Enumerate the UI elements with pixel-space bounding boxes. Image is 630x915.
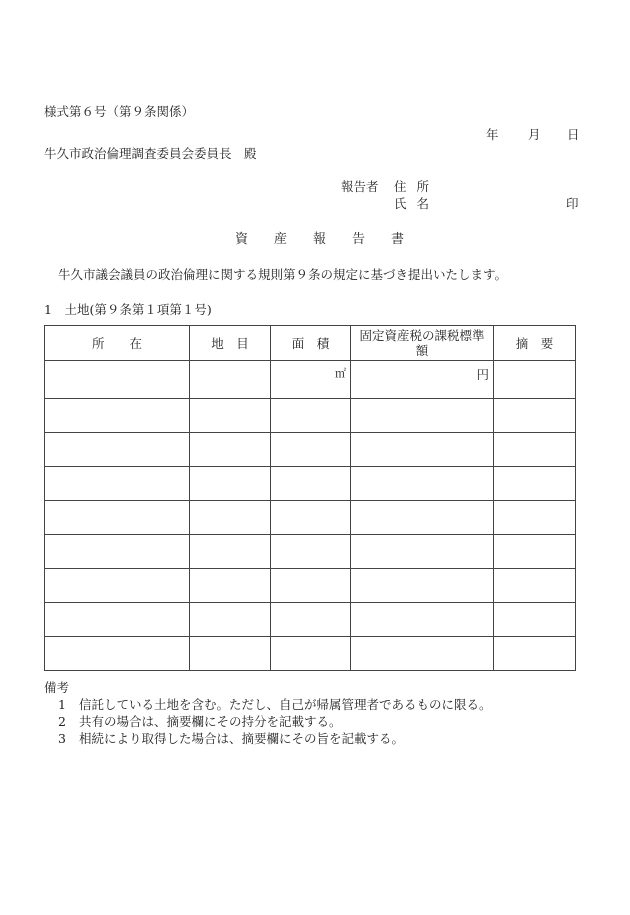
cell-remarks[interactable] bbox=[494, 361, 576, 399]
note-text: 相続により取得した場合は、摘要欄にその旨を記載する。 bbox=[79, 731, 405, 746]
cell-land-category[interactable] bbox=[190, 637, 271, 671]
column-land-category: 地 目 bbox=[190, 326, 271, 361]
cell-tax-base[interactable] bbox=[351, 467, 494, 501]
cell-location[interactable] bbox=[45, 433, 190, 467]
cell-remarks[interactable] bbox=[494, 399, 576, 433]
cell-area[interactable] bbox=[271, 433, 351, 467]
column-remarks: 摘 要 bbox=[494, 326, 576, 361]
document-title: 資 産 報 告 書 bbox=[235, 232, 405, 247]
cell-land-category[interactable] bbox=[190, 467, 271, 501]
column-area: 面 積 bbox=[271, 326, 351, 361]
cell-area[interactable] bbox=[271, 569, 351, 603]
table-row bbox=[45, 467, 576, 501]
table-row bbox=[45, 535, 576, 569]
cell-remarks[interactable] bbox=[494, 569, 576, 603]
intro-text: 牛久市議会議員の政治倫理に関する規則第９条の規定に基づき提出いたします。 bbox=[58, 267, 508, 282]
table-row bbox=[45, 501, 576, 535]
note-number: 3 bbox=[58, 731, 66, 746]
cell-tax-base[interactable] bbox=[351, 501, 494, 535]
cell-area[interactable] bbox=[271, 399, 351, 433]
cell-area[interactable] bbox=[271, 501, 351, 535]
cell-tax-base[interactable] bbox=[351, 637, 494, 671]
cell-remarks[interactable] bbox=[494, 535, 576, 569]
cell-land-category[interactable] bbox=[190, 569, 271, 603]
column-tax-base: 固定資産税の課税標準額 bbox=[351, 326, 494, 361]
cell-area[interactable] bbox=[271, 603, 351, 637]
date-year-label: 年 bbox=[486, 127, 499, 142]
form-number: 様式第６号（第９条関係） bbox=[44, 104, 195, 119]
cell-land-category[interactable] bbox=[190, 361, 271, 399]
table-header-row bbox=[45, 326, 576, 361]
cell-tax-base[interactable] bbox=[351, 433, 494, 467]
cell-area[interactable] bbox=[271, 467, 351, 501]
cell-tax-base[interactable] bbox=[351, 399, 494, 433]
table-row bbox=[45, 603, 576, 637]
cell-remarks[interactable] bbox=[494, 501, 576, 535]
date-day-label: 日 bbox=[567, 127, 580, 142]
addressee: 牛久市政治倫理調査委員会委員長 殿 bbox=[44, 146, 257, 161]
cell-location[interactable] bbox=[45, 399, 190, 433]
note-text: 共有の場合は、摘要欄にその持分を記載する。 bbox=[79, 714, 342, 729]
cell-location[interactable] bbox=[45, 467, 190, 501]
name-label: 氏 名 bbox=[394, 196, 432, 211]
reporter-label: 報告者 bbox=[341, 179, 379, 194]
section-heading: 1 土地(第９条第１項第１号) bbox=[44, 302, 212, 317]
column-location: 所 在 bbox=[45, 326, 190, 361]
land-table bbox=[44, 325, 576, 671]
cell-tax-base[interactable] bbox=[351, 535, 494, 569]
cell-location[interactable] bbox=[45, 637, 190, 671]
cell-land-category[interactable] bbox=[190, 535, 271, 569]
cell-remarks[interactable] bbox=[494, 603, 576, 637]
table-row bbox=[45, 637, 576, 671]
area-unit: ㎡ bbox=[335, 367, 346, 380]
cell-location[interactable] bbox=[45, 569, 190, 603]
yen-unit: 円 bbox=[476, 367, 489, 382]
table-row bbox=[45, 433, 576, 467]
cell-location[interactable] bbox=[45, 361, 190, 399]
notes-heading: 備考 bbox=[44, 680, 70, 695]
cell-land-category[interactable] bbox=[190, 603, 271, 637]
cell-remarks[interactable] bbox=[494, 433, 576, 467]
cell-area[interactable] bbox=[271, 637, 351, 671]
cell-land-category[interactable] bbox=[190, 433, 271, 467]
cell-tax-base[interactable] bbox=[351, 361, 494, 399]
cell-land-category[interactable] bbox=[190, 399, 271, 433]
table-row bbox=[45, 361, 576, 399]
table-row bbox=[45, 569, 576, 603]
note-text: 信託している土地を含む。ただし、自己が帰属管理者であるものに限る。 bbox=[79, 697, 492, 712]
cell-land-category[interactable] bbox=[190, 501, 271, 535]
cell-tax-base[interactable] bbox=[351, 603, 494, 637]
table-row bbox=[45, 399, 576, 433]
note-number: 1 bbox=[58, 697, 66, 712]
note-number: 2 bbox=[58, 714, 66, 729]
cell-remarks[interactable] bbox=[494, 467, 576, 501]
cell-tax-base[interactable] bbox=[351, 569, 494, 603]
date-month-label: 月 bbox=[528, 127, 541, 142]
address-label: 住 所 bbox=[394, 179, 432, 194]
cell-area[interactable] bbox=[271, 361, 351, 399]
seal-mark: 印 bbox=[566, 196, 579, 211]
cell-location[interactable] bbox=[45, 603, 190, 637]
cell-remarks[interactable] bbox=[494, 637, 576, 671]
cell-location[interactable] bbox=[45, 535, 190, 569]
cell-area[interactable] bbox=[271, 535, 351, 569]
cell-location[interactable] bbox=[45, 501, 190, 535]
